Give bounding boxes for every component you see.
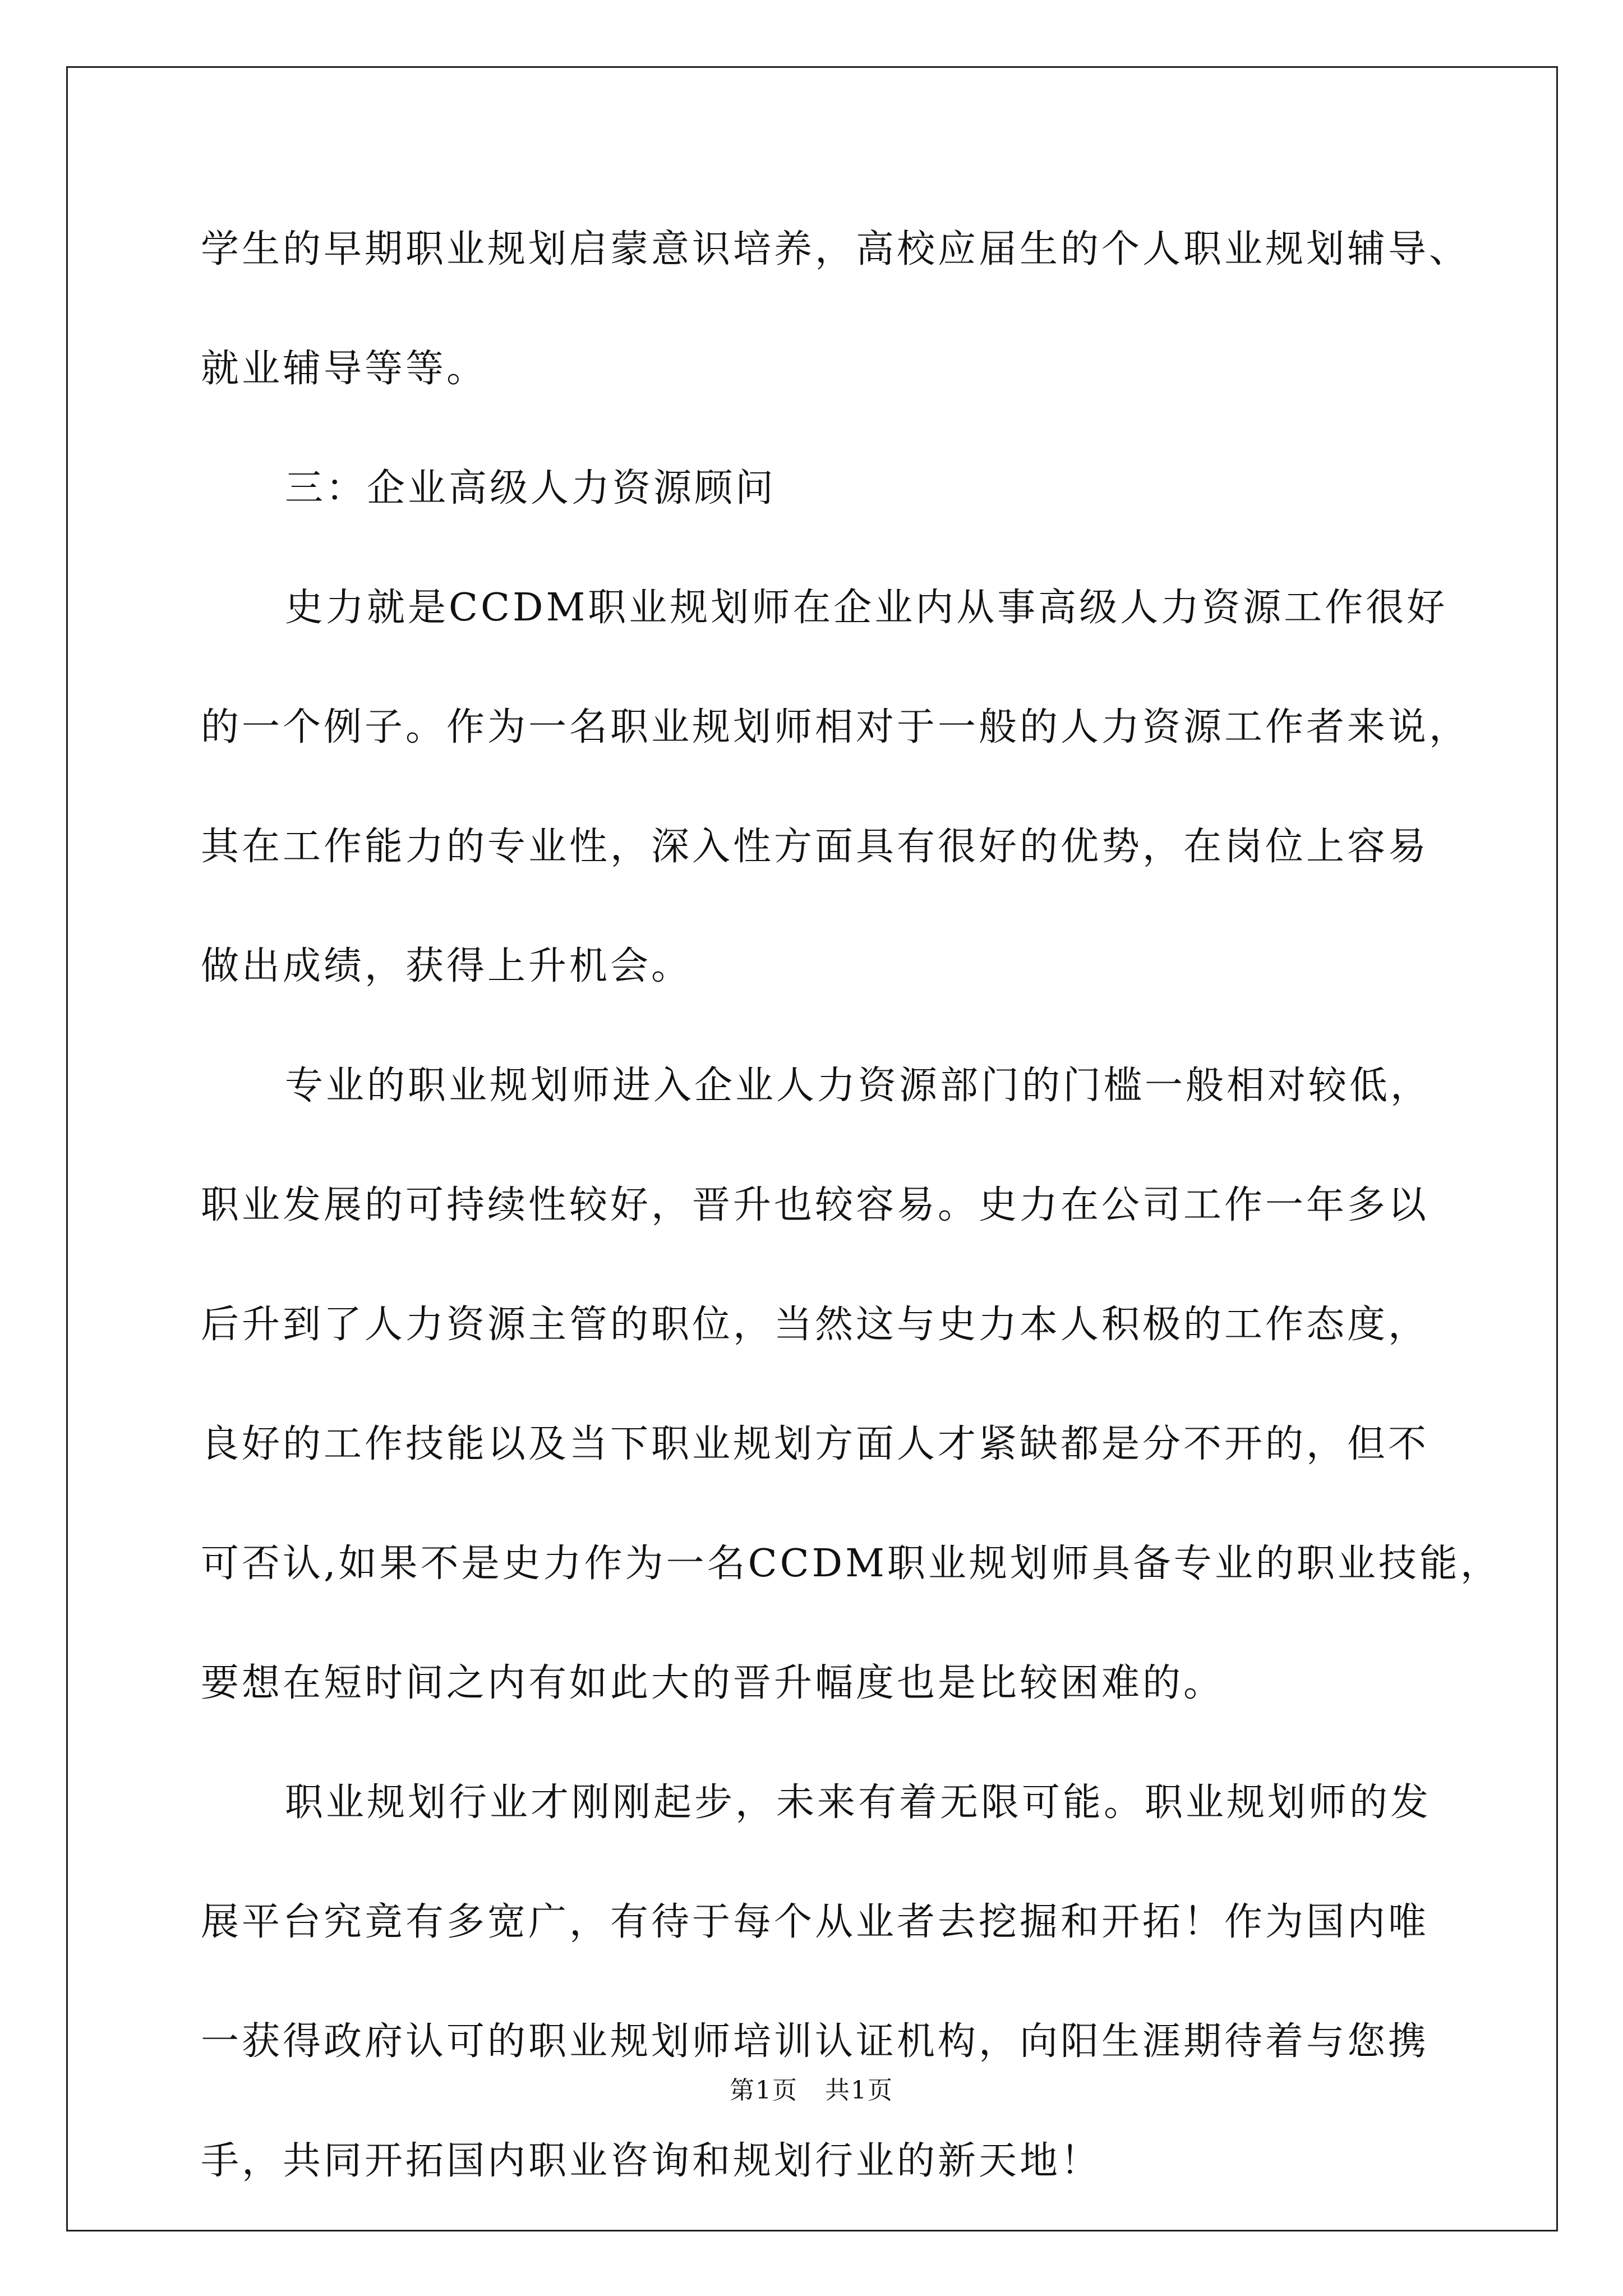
text-line: 后升到了人力资源主管的职位，当然这与史力本人积极的工作态度， <box>201 1303 1430 1347</box>
section-heading: 三：企业高级人力资源顾问 <box>285 466 777 510</box>
text-line: 的一个例子。作为一名职业规划师相对于一般的人力资源工作者来说， <box>201 705 1470 749</box>
text-line: 良好的工作技能以及当下职业规划方面人才紧缺都是分不开的，但不 <box>201 1422 1430 1466</box>
text-line: 要想在短时间之内有如此大的晋升幅度也是比较困难的。 <box>201 1661 1225 1705</box>
text-line: 职业规划行业才刚刚起步，未来有着无限可能。职业规划师的发 <box>285 1780 1432 1825</box>
text-line: 就业辅导等等。 <box>201 347 488 391</box>
text-line: 手，共同开拓国内职业咨询和规划行业的新天地！ <box>201 2139 1102 2183</box>
page-footer <box>0 2070 1623 2106</box>
text-line: 可否认,如果不是史力作为一名CCDM职业规划师具备专业的职业技能， <box>201 1542 1501 1586</box>
text-line: 展平台究竟有多宽广，有待于每个从业者去挖掘和开拓！作为国内唯 <box>201 1900 1430 1944</box>
page-number-current: 第1页 <box>730 2076 798 2105</box>
page-number-total: 共1页 <box>825 2076 893 2105</box>
text-line: 其在工作能力的专业性，深入性方面具有很好的优势，在岗位上容易 <box>201 825 1430 869</box>
text-line: 做出成绩，获得上升机会。 <box>201 944 693 988</box>
text-line: 一获得政府认可的职业规划师培训认证机构，向阳生涯期待着与您携 <box>201 2019 1430 2064</box>
text-line: 学生的早期职业规划启蒙意识培养，高校应届生的个人职业规划辅导、 <box>201 227 1470 272</box>
text-line: 史力就是CCDM职业规划师在企业内从事高级人力资源工作很好 <box>285 586 1448 630</box>
text-line: 专业的职业规划师进入企业人力资源部门的门槛一般相对较低， <box>285 1064 1432 1108</box>
text-line: 职业发展的可持续性较好，晋升也较容易。史力在公司工作一年多以 <box>201 1183 1430 1227</box>
document-body <box>201 190 1501 2221</box>
